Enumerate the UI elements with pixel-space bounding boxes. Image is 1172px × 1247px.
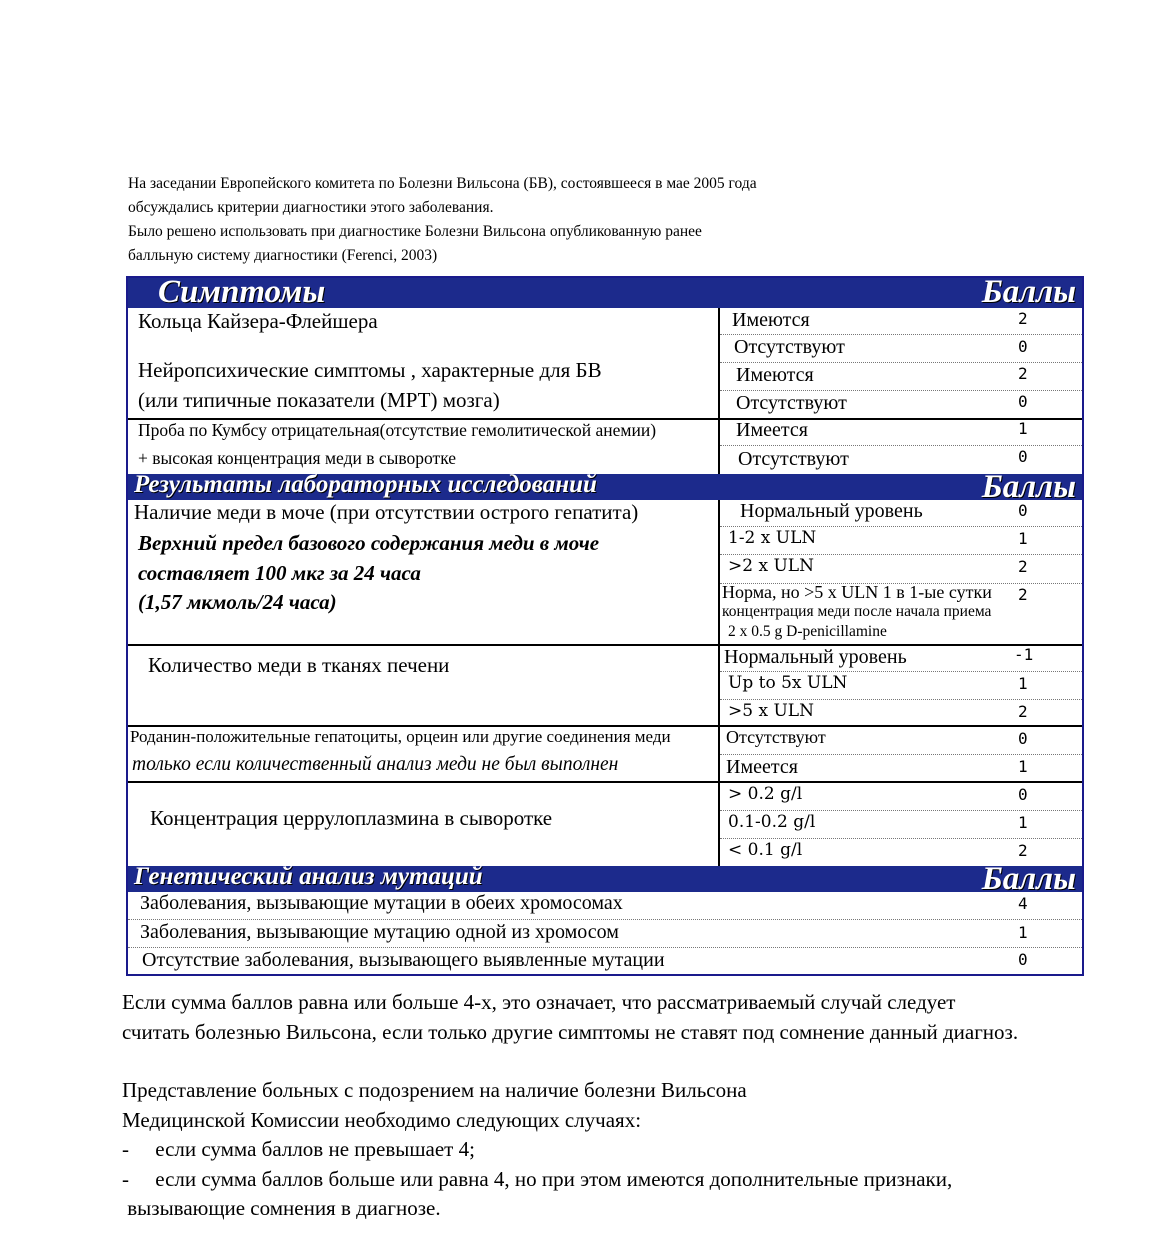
option-score: 0 (1018, 950, 1028, 969)
section-header-genetic (128, 861, 1082, 897)
criterion-coombs: Проба по Кумбсу отрицательная(отсутствие гемолитической анемии) (138, 420, 657, 440)
option-score: 0 (1018, 392, 1028, 411)
option-score: 1 (1018, 674, 1028, 693)
option-score: 2 (1018, 585, 1028, 604)
criterion-liver-copper: Количество меди в тканях печени (148, 653, 450, 677)
row-divider (720, 699, 1082, 700)
row-divider (720, 838, 1082, 839)
option-score: 2 (1018, 364, 1028, 383)
option-label: >2 x ULN (728, 556, 814, 576)
option-label: < 0.1 g/l (728, 840, 803, 860)
row-divider (720, 334, 1082, 335)
list-item: - если сумма баллов не превышает 4; (122, 1137, 475, 1161)
row-divider (128, 919, 1082, 920)
option-label: Имеется (726, 756, 798, 778)
option-label: Имеются (736, 364, 814, 386)
intro-text (128, 172, 928, 268)
criterion-coombs-copper: + высокая концентрация меди в сыворотке (138, 448, 457, 468)
row-divider (128, 644, 1082, 646)
urine-note: составляет 100 мкг за 24 часа (138, 561, 421, 585)
row-divider (720, 754, 1082, 755)
option-score: 0 (1018, 337, 1028, 356)
option-label: Up to 5x ULN (728, 673, 848, 693)
intro-line: обсуждались критерии диагностики этого заболевания. (128, 199, 494, 216)
criterion-urine-copper: Наличие меди в моче (при отсутствии острого гепатита) (134, 500, 639, 524)
option-label: Нормальный уровень (740, 500, 923, 522)
row-divider (720, 390, 1082, 391)
option-label: > 0.2 g/l (728, 784, 803, 804)
option-label: >5 x ULN (728, 701, 814, 721)
points-header: Баллы (981, 469, 1076, 505)
criterion-ceruloplasmin: Концентрация церрулоплазмина в сыворотке (150, 806, 553, 830)
option-score: 1 (1018, 757, 1028, 776)
section-title: Симптомы (158, 274, 326, 310)
section-title: Результаты лабораторных исследований (134, 471, 597, 498)
option-label: Отсутствуют (734, 336, 845, 358)
section-header-symptoms (128, 274, 1082, 310)
criterion-neuro-mri: (или типичные показатели (МРТ) мозга) (138, 388, 500, 412)
urine-note: Верхний предел базового содержания меди в моче (138, 531, 600, 555)
option-label: Отсутствуют (736, 392, 847, 414)
column-divider (718, 500, 720, 868)
row-divider (128, 781, 1082, 783)
conclusion-line: считать болезнью Вильсона, если только другие симптомы не ставят под сомнение данный диагноз. (122, 1019, 1019, 1044)
points-header: Баллы (981, 274, 1076, 310)
urine-note: (1,57 мкмоль/24 часа) (138, 590, 337, 614)
row-divider (720, 554, 1082, 555)
genetic-row-label: Заболевания, вызывающие мутацию одной из хромосом (140, 921, 619, 943)
option-score: 1 (1018, 529, 1028, 548)
option-score: 4 (1018, 894, 1028, 913)
conclusion-line: Если сумма баллов равна или больше 4-х, это означает, что рассматриваемый случай следует (122, 990, 956, 1014)
criterion-rhodanine: Роданин-положительные гепатоциты, орцеин или другие соединения меди (130, 727, 671, 746)
option-label: Отсутствуют (726, 727, 826, 747)
option-score: -1 (1014, 645, 1034, 664)
row-divider (128, 947, 1082, 948)
option-label: Имеется (736, 419, 808, 441)
genetic-row-label: Заболевания, вызывающие мутации в обеих хромосомах (140, 892, 623, 914)
intro-line: На заседании Европейского комитета по Болезни Вильсона (БВ), состоявшееся в мае 2005 года (128, 175, 757, 192)
option-score: 2 (1018, 309, 1028, 328)
option-label-note: концентрация меди после начала приема (722, 603, 992, 620)
blank-line (122, 1047, 1162, 1076)
section-header-lab (128, 469, 1082, 505)
conclusion-text (122, 988, 1162, 1224)
option-score: 0 (1018, 729, 1028, 748)
option-score: 2 (1018, 702, 1028, 721)
conclusion-line: вызывающие сомнения в диагнозе. (122, 1196, 441, 1220)
option-score: 1 (1018, 419, 1028, 438)
option-label: 1-2 x ULN (728, 528, 817, 548)
scoring-table (126, 276, 1084, 976)
option-label: 0.1-0.2 g/l (728, 812, 816, 832)
option-score: 0 (1018, 785, 1028, 804)
option-label: Норма, но >5 x ULN 1 в 1-ые сутки (722, 582, 992, 602)
column-divider (718, 308, 720, 474)
option-label-note: 2 x 0.5 g D-penicillamine (728, 623, 887, 640)
row-divider (720, 671, 1082, 672)
row-divider (720, 810, 1082, 811)
option-label: Отсутствуют (738, 448, 849, 470)
intro-line: балльную систему диагностики (Ferenci, 2003) (128, 247, 438, 264)
genetic-row-label: Отсутствие заболевания, вызывающего выявленные мутации (142, 949, 665, 971)
option-score: 0 (1018, 501, 1028, 520)
option-score: 1 (1018, 923, 1028, 942)
section-title: Генетический анализ мутаций (134, 863, 483, 890)
points-header: Баллы (981, 861, 1076, 897)
row-divider (720, 362, 1082, 363)
option-score: 2 (1018, 557, 1028, 576)
option-score: 2 (1018, 841, 1028, 860)
criterion-rhodanine-note: только если количественный анализ меди не был выполнен (132, 754, 619, 775)
intro-line: Было решено использовать при диагностике Болезни Вильсона опубликованную ранее (128, 223, 702, 240)
option-score: 1 (1018, 813, 1028, 832)
criterion-kf-rings: Кольца Кайзера-Флейшера (138, 309, 378, 333)
conclusion-line: Медицинской Комиссии необходимо следующих случаях: (122, 1107, 642, 1132)
conclusion-line: Представление больных с подозрением на наличие болезни Вильсона (122, 1078, 747, 1102)
option-label: Имеются (732, 309, 810, 331)
row-divider (720, 445, 1082, 446)
criterion-neuro: Нейропсихические симптомы , характерные для БВ (138, 358, 602, 382)
option-label: Нормальный уровень (724, 646, 907, 668)
option-score: 0 (1018, 447, 1028, 466)
list-item: - если сумма баллов больше или равна 4, но при этом имеются дополнительные признаки, (122, 1166, 953, 1191)
row-divider (720, 526, 1082, 527)
